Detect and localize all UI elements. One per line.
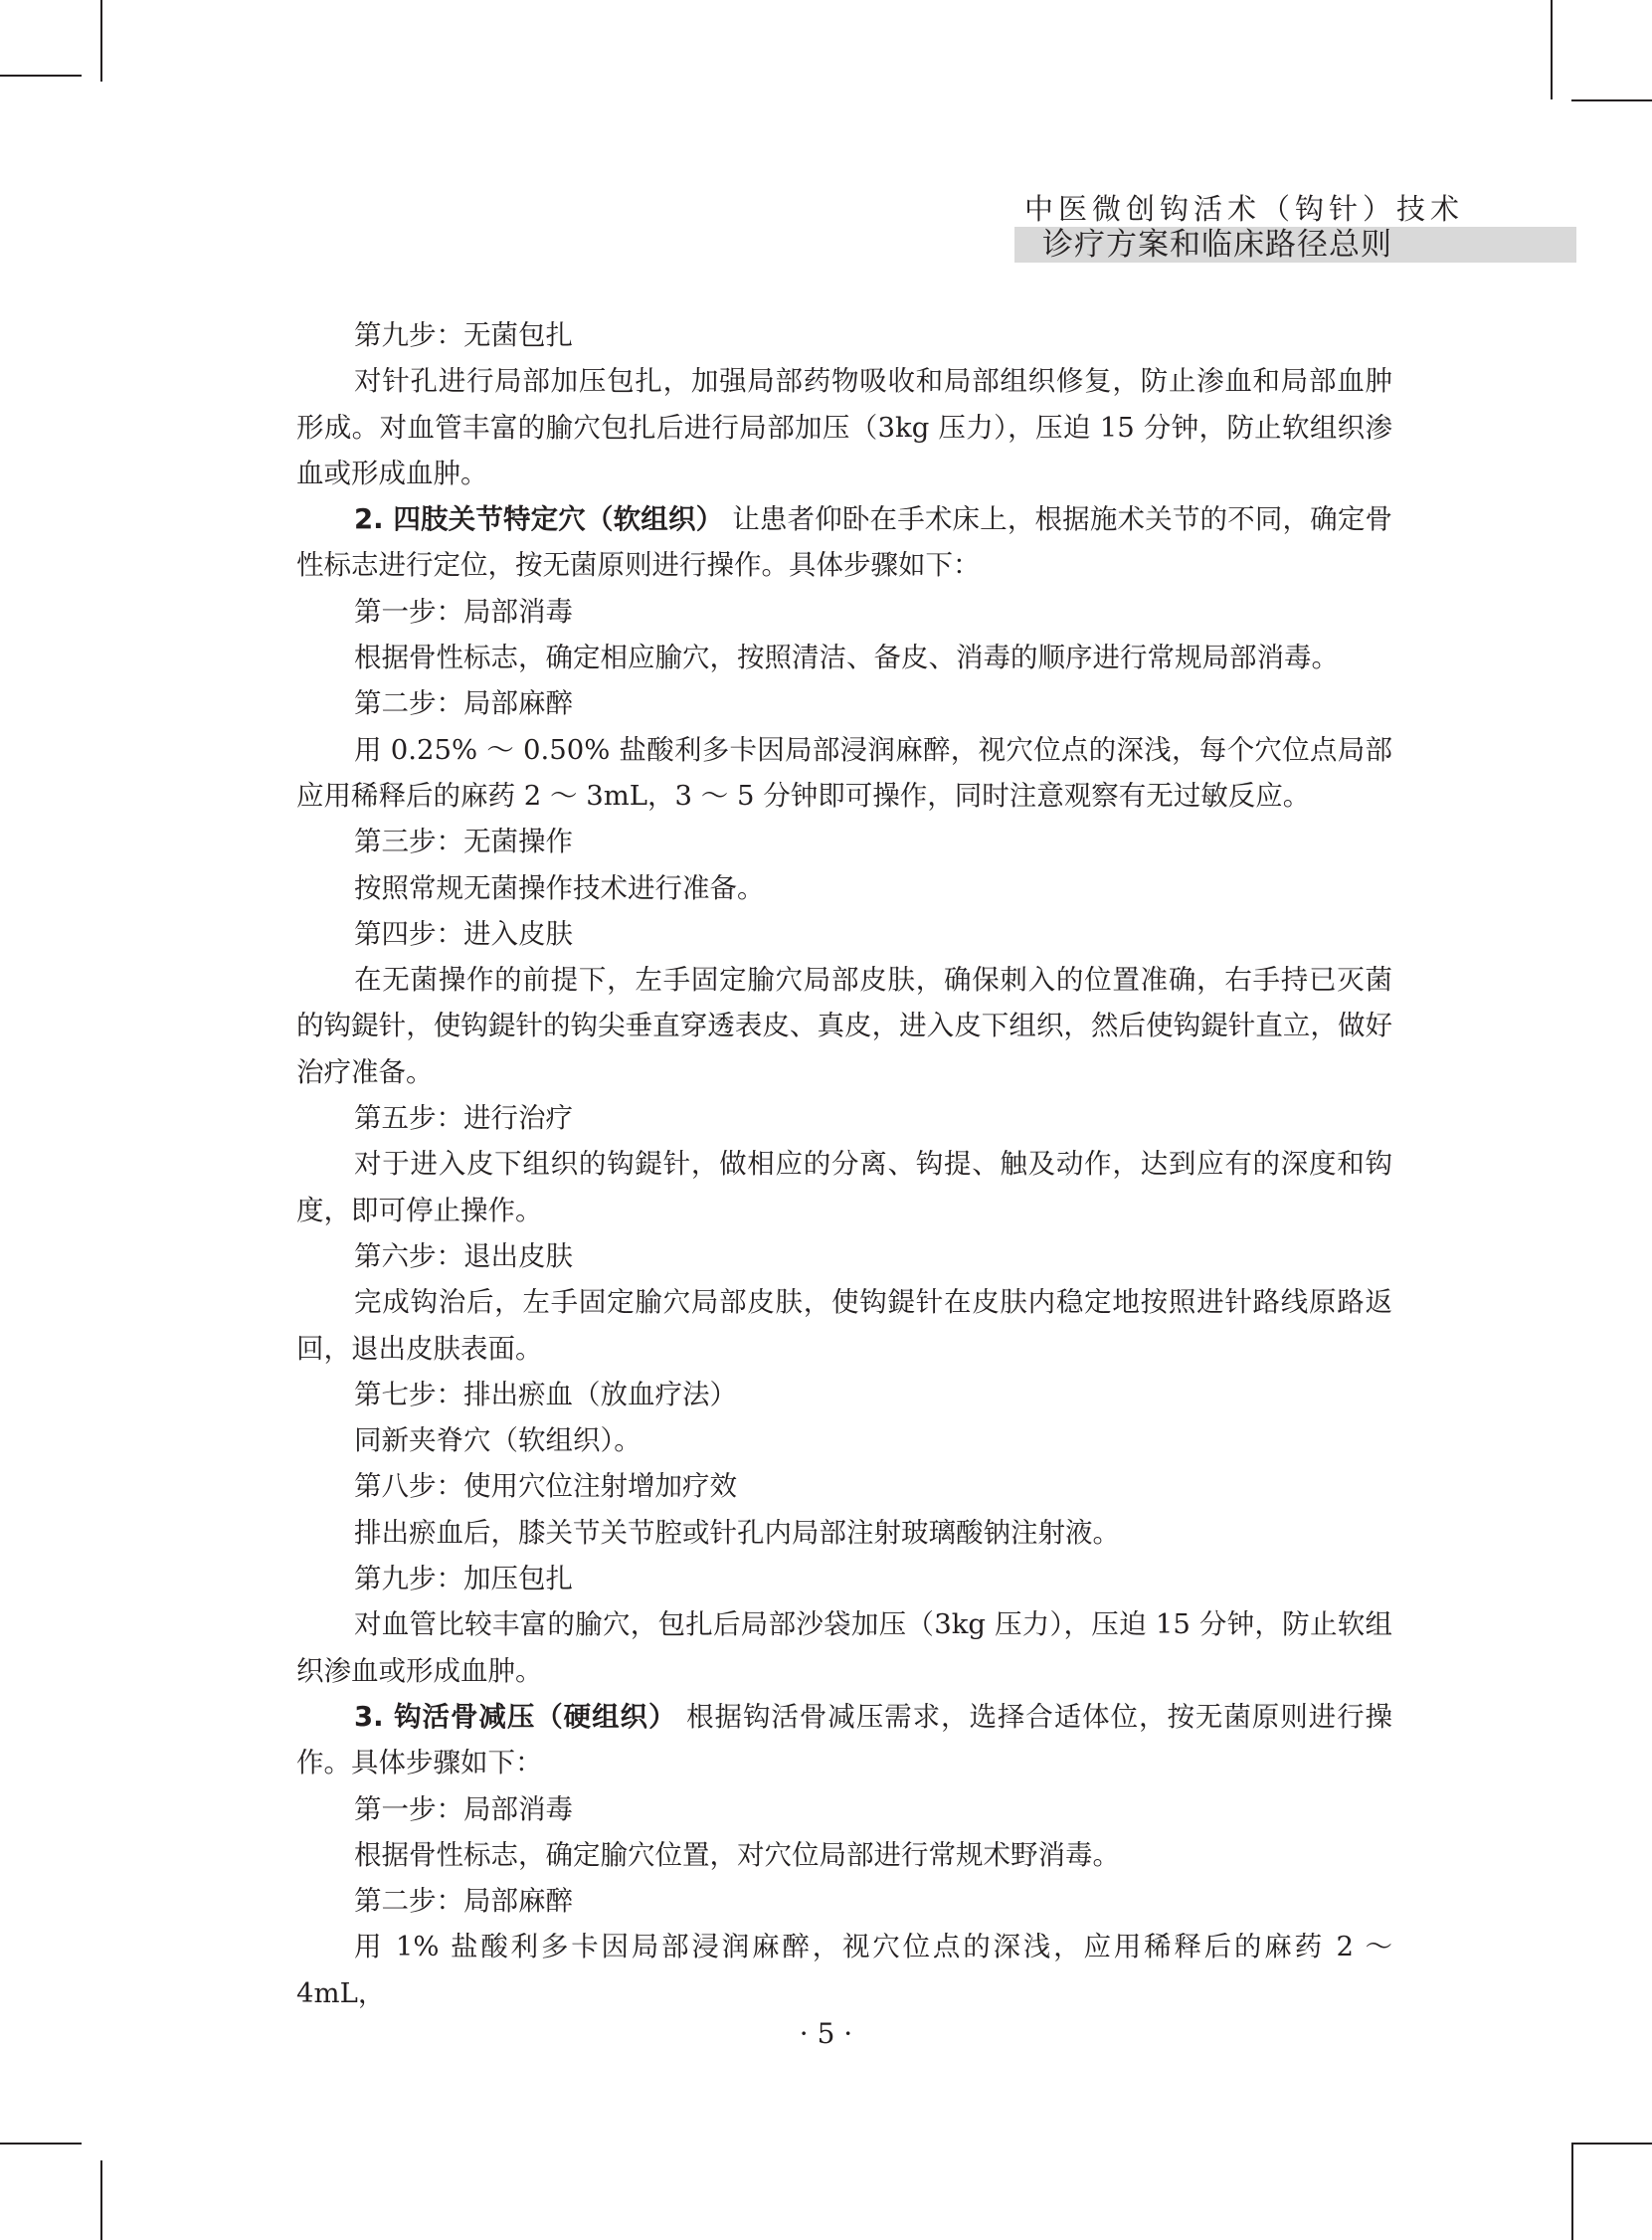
running-header-book-title: 中医微创钩活术（钩针）技术 <box>1024 192 1465 226</box>
paragraph: 第九步：加压包扎 <box>354 1563 573 1595</box>
paragraph: 第六步：退出皮肤 <box>354 1239 573 1272</box>
section-text: 让患者仰卧在手术床上，根据施术关节的不同，确定骨性标志进行定位，按无菌原则进行操作。具体步骤如下： <box>296 503 1392 582</box>
body-text <box>296 312 1392 2016</box>
crop-mark-tr-v <box>1551 0 1553 99</box>
paragraph: 第七步：排出瘀血（放血疗法） <box>354 1378 737 1410</box>
paragraph: 按照常规无菌操作技术进行准备。 <box>354 871 765 904</box>
crop-mark-br-h <box>1571 2143 1652 2145</box>
paragraph: 同新夹脊穴（软组织）。 <box>354 1424 642 1457</box>
paragraph: 根据骨性标志，确定相应腧穴，按照清洁、备皮、消毒的顺序进行常规局部消毒。 <box>354 642 1339 674</box>
page-number: · 5 · <box>799 2017 853 2050</box>
paragraph: 排出瘀血后，膝关节关节腔或针孔内局部注射玻璃酸钠注射液。 <box>354 1516 1120 1549</box>
paragraph: 第一步：局部消毒 <box>354 1792 573 1825</box>
paragraph: 用 1% 盐酸利多卡因局部浸润麻醉，视穴位点的深浅，应用稀释后的麻药 2 ～ 4mL， <box>296 1931 1392 2009</box>
paragraph: 第三步：无菌操作 <box>354 826 573 858</box>
paragraph: 根据骨性标志，确定腧穴位置，对穴位局部进行常规术野消毒。 <box>354 1838 1120 1871</box>
paragraph: 对于进入皮下组织的钩鍉针，做相应的分离、钩提、触及动作，达到应有的深度和钩度，即可停止操作。 <box>296 1148 1392 1226</box>
paragraph: 第五步：进行治疗 <box>354 1102 573 1135</box>
paragraph: 完成钩治后，左手固定腧穴局部皮肤，使钩鍉针在皮肤内稳定地按照进针路线原路返回，退出皮肤表面。 <box>296 1286 1392 1365</box>
crop-mark-tl-v <box>100 0 102 82</box>
crop-mark-tr-h <box>1571 99 1652 101</box>
paragraph: 用 0.25% ～ 0.50% 盐酸利多卡因局部浸润麻醉，视穴位点的深浅，每个穴位点局部应用稀释后的麻药 2 ～ 3mL，3 ～ 5 分钟即可操作，同时注意观察有无过敏反应。 <box>296 733 1392 812</box>
paragraph: 第二步：局部麻醉 <box>354 1885 573 1918</box>
paragraph: 第一步：局部消毒 <box>354 595 573 628</box>
crop-mark-bl-v <box>100 2160 102 2240</box>
section-paragraph <box>296 1694 1392 1786</box>
section-heading: 3. 钩活骨减压（硬组织） <box>354 1700 677 1733</box>
section-text: 根据钩活骨减压需求，选择合适体位，按无菌原则进行操作。具体步骤如下： <box>296 1700 1393 1779</box>
paragraph: 在无菌操作的前提下，左手固定腧穴局部皮肤，确保刺入的位置准确，右手持已灭菌的钩鍉针，使钩鍉针的钩尖垂直穿透表皮、真皮，进入皮下组织，然后使钩鍉针直立，做好治疗准备。 <box>296 964 1392 1088</box>
crop-mark-tl-h <box>0 75 82 77</box>
paragraph: 对血管比较丰富的腧穴，包扎后局部沙袋加压（3kg 压力），压迫 15 分钟，防止软组织渗血或形成血肿。 <box>296 1608 1392 1687</box>
paragraph: 第九步：无菌包扎 <box>354 319 573 351</box>
crop-mark-br-v <box>1571 2143 1573 2240</box>
paragraph: 第四步：进入皮肤 <box>354 917 573 950</box>
crop-mark-bl-h <box>0 2143 82 2145</box>
section-paragraph <box>296 496 1392 589</box>
section-heading: 2. 四肢关节特定穴（软组织） <box>354 503 724 536</box>
running-header-section-title: 诊疗方案和临床路径总则 <box>1042 227 1392 263</box>
paragraph: 第八步：使用穴位注射增加疗效 <box>354 1470 737 1503</box>
paragraph: 对针孔进行局部加压包扎，加强局部药物吸收和局部组织修复，防止渗血和局部血肿形成。对血管丰富的腧穴包扎后进行局部加压（3kg 压力），压迫 15 分钟，防止软组织渗血或形成血肿。 <box>296 365 1392 489</box>
paragraph: 第二步：局部麻醉 <box>354 687 573 720</box>
